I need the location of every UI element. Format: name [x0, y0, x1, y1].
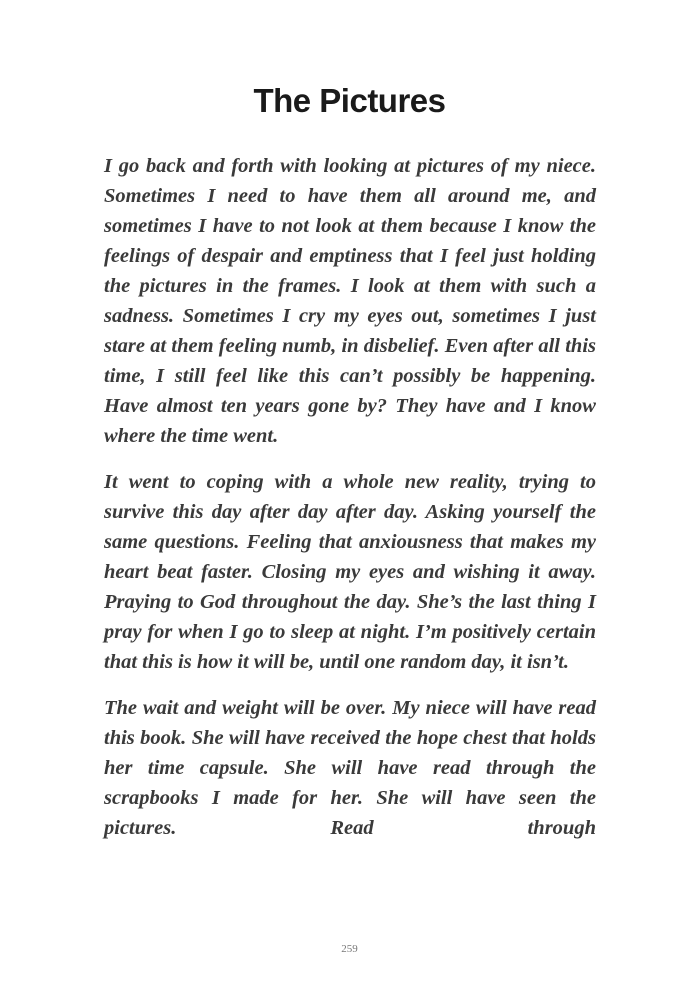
paragraph-3: The wait and weight will be over. My niece will have read this book. She will have received the hope chest that holds her time capsule. She will have read through the scrapbooks I made for her. She will have seen the pictures. Read through	[104, 697, 596, 839]
paragraph-1: I go back and forth with looking at pictures of my niece. Sometimes I need to have them all around me, and sometimes I have to not look at them because I know the feelings of despair and emptiness that I feel just holding the pictures in the frames. I look at them with such a sadness. Sometimes I cry my eyes out, sometimes I just stare at them feeling numb, in disbelief. Even after all this time, I still feel like this can’t possibly be happening. Have almost ten years gone by? They have and I know where the time went.	[104, 155, 596, 447]
paragraph-2: It went to coping with a whole new reality, trying to survive this day after day after day. Asking yourself the same questions. Feeling that anxiousness that makes my heart beat faster. Closing my eyes and wishing it away. Praying to God throughout the day. She’s the last thing I pray for when I go to sleep at night. I’m positively certain that this is how it will be, until one random day, it isn’t.	[104, 471, 596, 673]
chapter-title: The Pictures	[253, 82, 446, 119]
body-text	[104, 151, 596, 843]
page-number: 259	[341, 943, 358, 955]
